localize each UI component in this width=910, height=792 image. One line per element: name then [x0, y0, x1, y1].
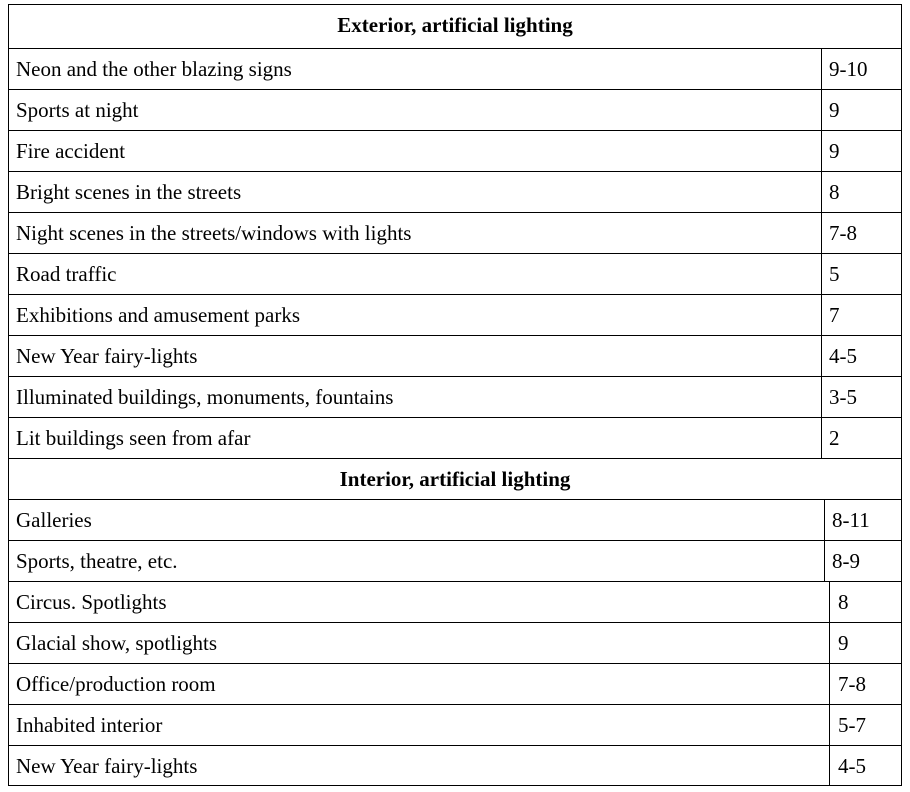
table-row [9, 745, 901, 785]
row-label: Fire accident [16, 139, 126, 163]
row-label: Glacial show, spotlights [16, 631, 218, 655]
row-value: 7 [829, 303, 840, 327]
table-row [9, 663, 901, 704]
section-title: Exterior, artificial lighting [337, 13, 573, 37]
table-row [9, 130, 901, 171]
row-label: Lit buildings seen from afar [16, 426, 251, 450]
table-row [9, 376, 901, 417]
row-value: 8-9 [832, 549, 860, 573]
row-value: 4-5 [838, 754, 866, 778]
table-row [9, 171, 901, 212]
table-row [9, 622, 901, 663]
table-row [9, 335, 901, 376]
table-row [9, 499, 901, 540]
section-header [9, 5, 901, 48]
row-label: Sports, theatre, etc. [16, 549, 178, 573]
row-value: 7-8 [829, 221, 857, 245]
row-label: Sports at night [16, 98, 139, 122]
row-value: 2 [829, 426, 840, 450]
row-value: 8 [829, 180, 840, 204]
row-label: Neon and the other blazing signs [16, 57, 292, 81]
row-value: 7-8 [838, 672, 866, 696]
row-label: Inhabited interior [16, 713, 163, 737]
row-label: New Year fairy-lights [16, 754, 198, 778]
row-label: Night scenes in the streets/windows with lights [16, 221, 412, 245]
row-value: 4-5 [829, 344, 857, 368]
row-value: 8-11 [832, 508, 870, 532]
row-value: 8 [838, 590, 849, 614]
table-row [9, 89, 901, 130]
row-value: 9 [829, 98, 840, 122]
row-label: Circus. Spotlights [16, 590, 167, 614]
row-value: 3-5 [829, 385, 857, 409]
row-value: 5-7 [838, 713, 866, 737]
row-label: Bright scenes in the streets [16, 180, 242, 204]
table-row [9, 704, 901, 745]
row-value: 9 [829, 139, 840, 163]
row-value: 9-10 [829, 57, 868, 81]
row-value: 5 [829, 262, 840, 286]
lighting-table [8, 4, 902, 786]
row-value: 9 [838, 631, 849, 655]
table-row [9, 212, 901, 253]
row-label: Office/production room [16, 672, 216, 696]
row-label: Illuminated buildings, monuments, fountains [16, 385, 394, 409]
table-row [9, 417, 901, 458]
section-title: Interior, artificial lighting [339, 467, 571, 491]
row-label: Exhibitions and amusement parks [16, 303, 301, 327]
row-label: Galleries [16, 508, 92, 532]
table-row [9, 48, 901, 89]
table-row [9, 253, 901, 294]
table-row [9, 581, 901, 622]
section-header [9, 458, 901, 499]
table-row [9, 540, 901, 581]
row-label: New Year fairy-lights [16, 344, 198, 368]
table-row [9, 294, 901, 335]
row-label: Road traffic [16, 262, 117, 286]
